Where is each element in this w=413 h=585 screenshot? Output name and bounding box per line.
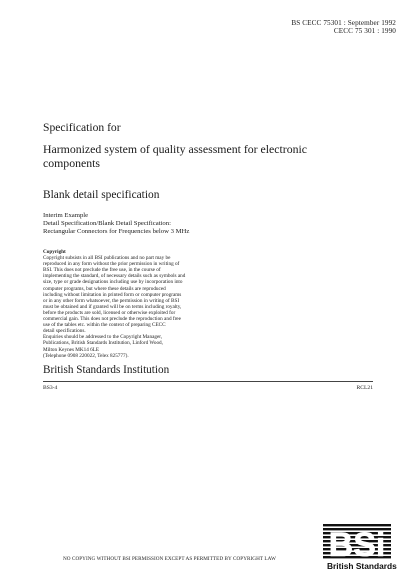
copyright-line: use of the tables etc. within the context of preparing CECC [43,322,166,329]
copyright-line: implementing the standard, of necessary details such as symbols and [43,273,186,280]
copyright-notice [43,249,343,359]
copyright-line: or in any other form whatsoever, the permission in writing of BSI [43,297,180,304]
copyright-line: including without limitation in printed form or computer programs [43,291,182,298]
header-cecc-number: CECC 75 301 : 1990 [333,27,396,35]
copyright-line: (Telephone 0908 220022, Telex 825777). [43,352,129,359]
bsi-logo-letters: BSi [328,526,386,564]
divider [43,381,373,382]
document-title: Harmonized system of quality assessment for electronic components [43,142,308,170]
copyright-line: commercial gain. This does not preclude the reproduction and free [43,316,181,323]
bsi-logo-icon [319,522,395,580]
copyright-line: BSI. This does not preclude the free use, in the course of [43,267,161,274]
copyright-line: size, type or grade designations including use by incorporation into [43,279,183,286]
detail-specification-label: Detail Specification/Blank Detail Specification: [43,220,171,227]
copyright-line: before the products are sold, licensed or otherwise exploited for [43,309,176,316]
copyright-line: Milton Keynes MK14 6LE [43,346,100,353]
copyright-line: must be obtained and if granted will be on terms including royalty, [43,303,182,310]
copyright-line: Copyright subsists in all BSI publications and no part may be [43,255,171,262]
copyright-line: Enquiries should be addressed to the Copyright Manager, [43,334,163,341]
copyright-heading: Copyright [43,249,66,255]
rectangular-connectors-label: Rectangular Connectors for Frequencies below 3 MHz [43,228,190,235]
copyright-line: Publications, British Standards Institution, Linford Wood, [43,340,163,347]
copyright-line: reproduced in any form without the prior permission in writing of [43,261,180,268]
document-subtitle: Blank detail specification [43,189,160,201]
specification-for-label: Specification for [43,121,121,134]
copyright-line: detail specifications. [43,328,86,335]
institution-name: British Standards Institution [43,364,170,376]
no-copying-notice: NO COPYING WITHOUT BSI PERMISSION EXCEPT AS PERMITTED BY COPYRIGHT LAW [63,556,276,562]
copyright-line: computer programs, but where these details are reproduced [43,285,166,292]
bsi-logo-caption: British Standards [327,561,397,571]
code-left: BS3-4 [43,385,58,391]
header-standard-number: BS CECC 75301 : September 1992 [291,19,396,27]
code-right: RCL21 [356,385,373,391]
interim-example-label: Interim Example [43,212,89,219]
